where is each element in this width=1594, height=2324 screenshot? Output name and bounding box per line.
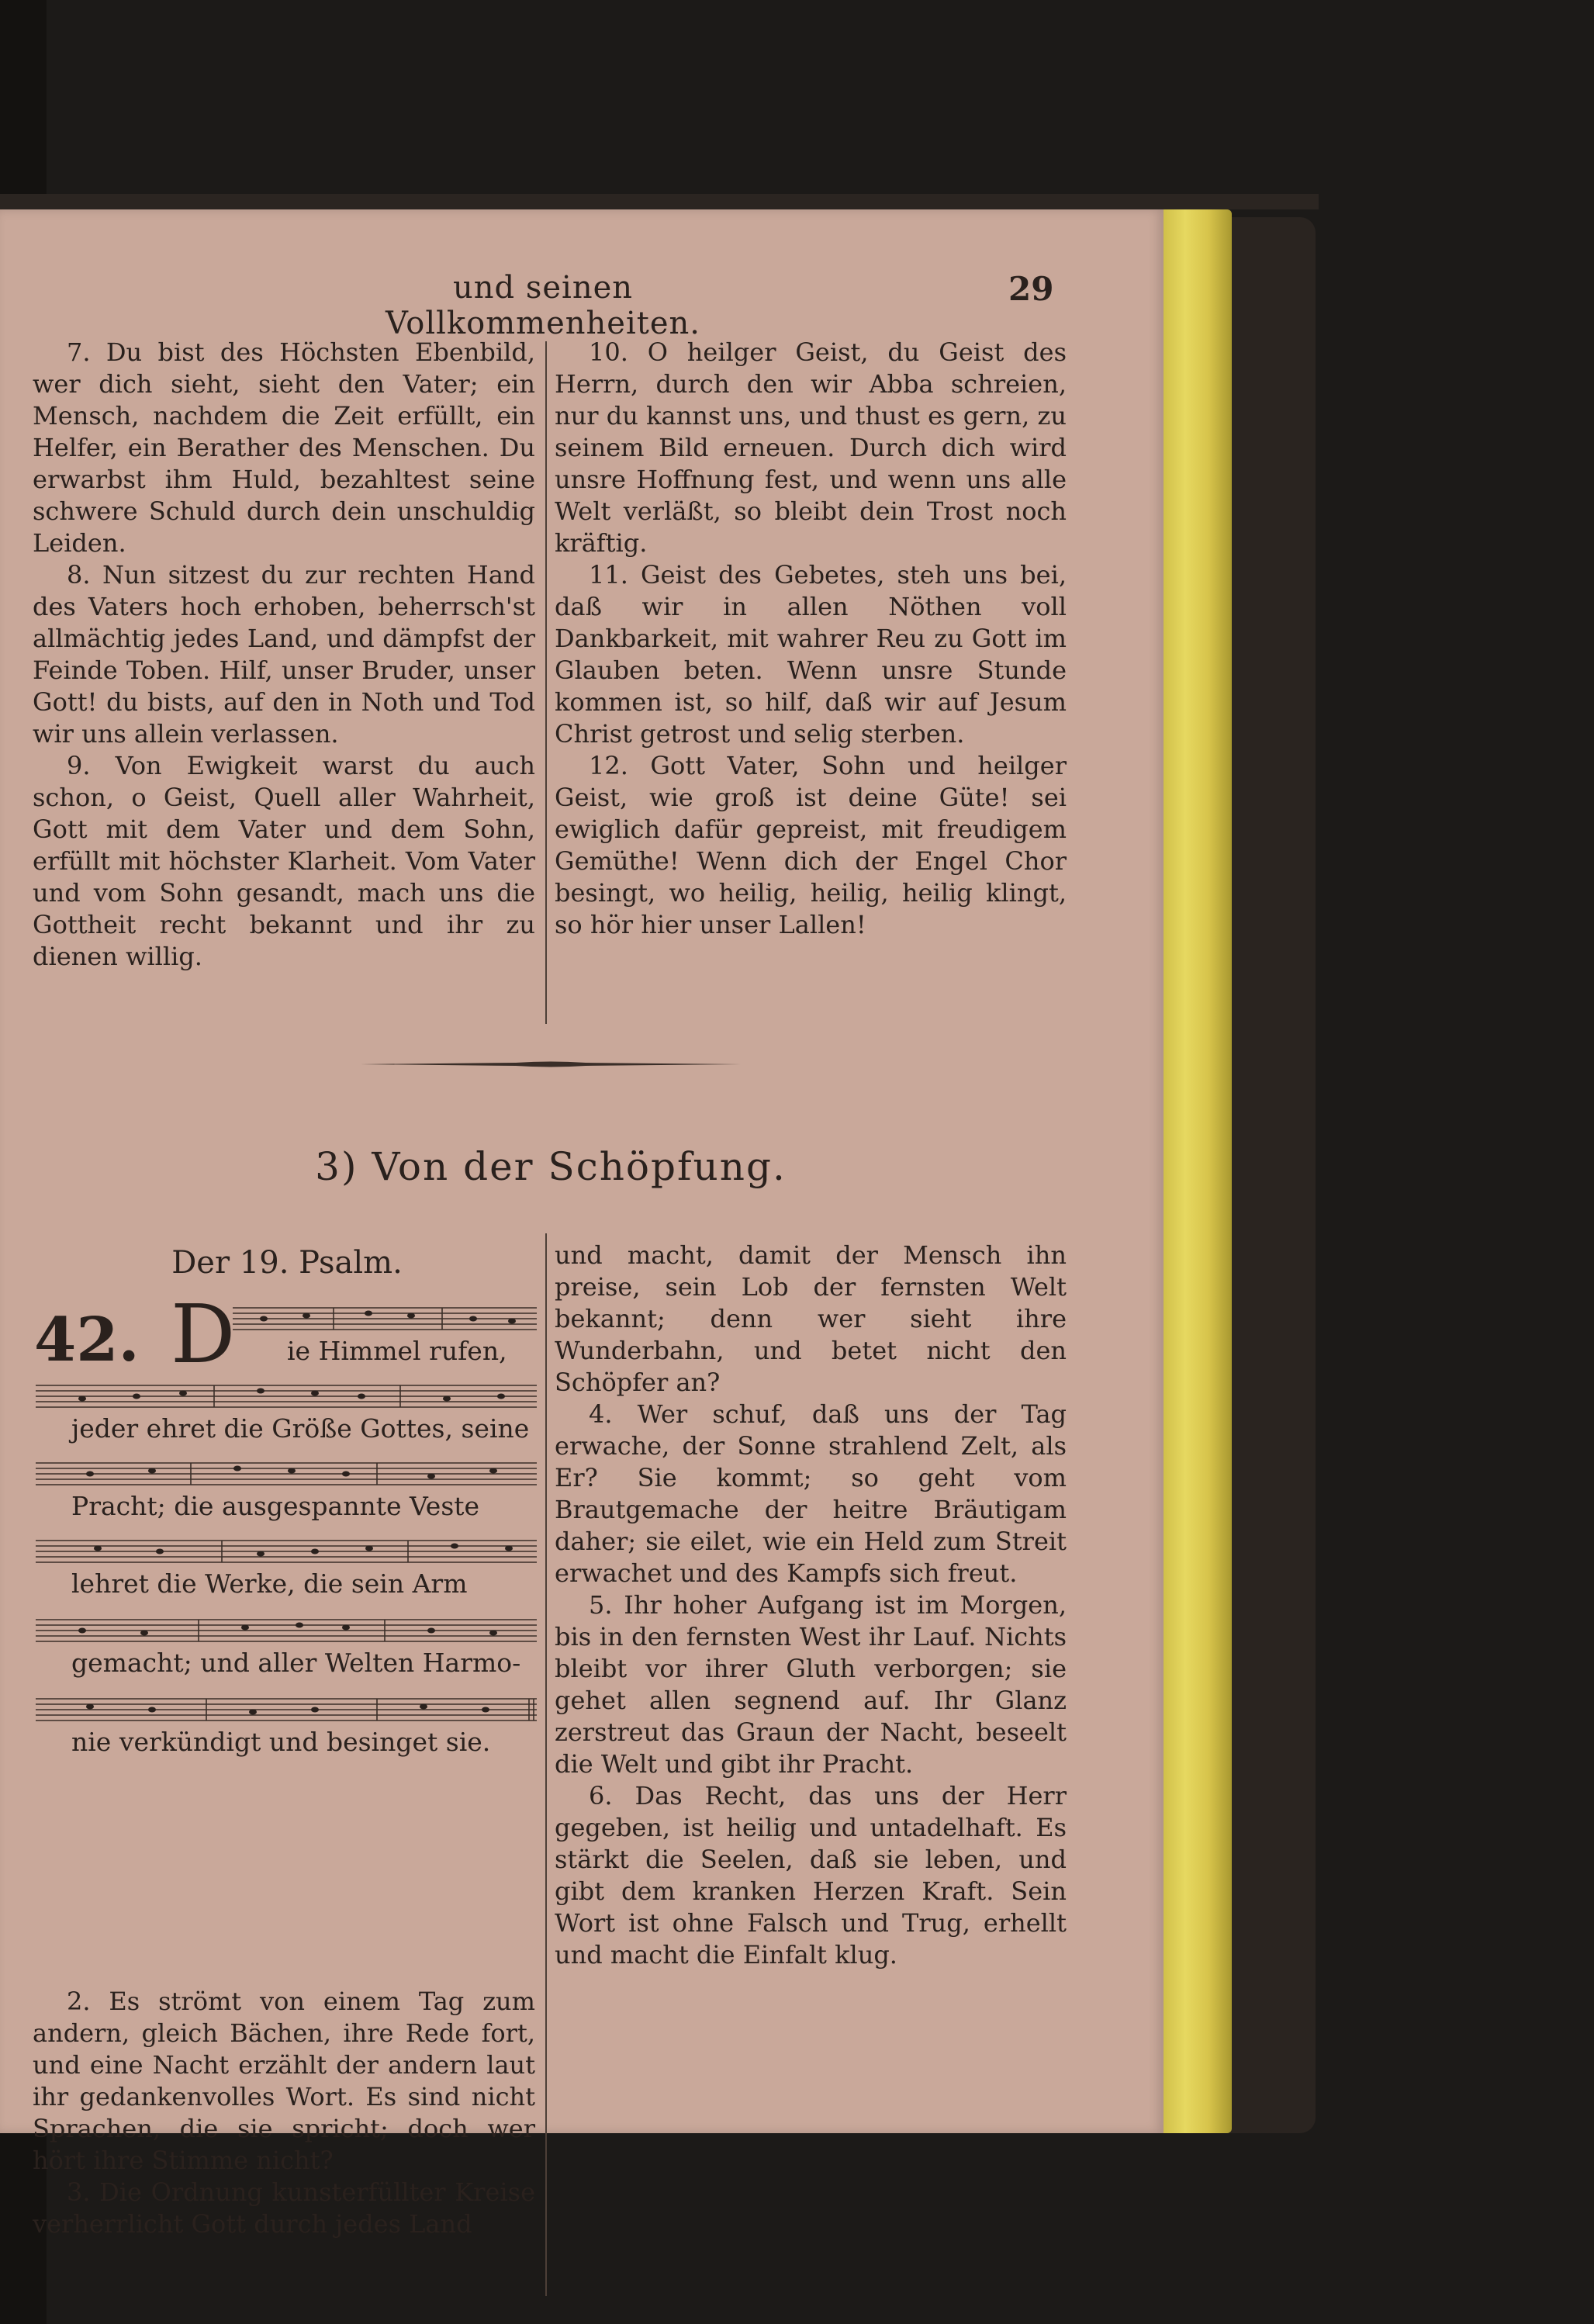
music-staff-4 bbox=[36, 1537, 537, 1565]
psalm-title: Der 19. Psalm. bbox=[171, 1245, 403, 1281]
verse-4: 4. Wer schuf, daß uns der Tag erwache, der Sonne strahlend Zelt, als Er? Sie kommt; so geht vom Brautgemache der heitre Bräutigam daher; sie eilet, wie ein Held zum Streit erwachet und des Kampfs sich freut. bbox=[555, 1399, 1067, 1588]
verse-9: 9. Von Ewigkeit warst du auch schon, o Geist, Quell aller Wahrheit, Gott mit dem Vater und dem Sohn, erfüllt mit höchster Klarheit. Vom Vater und vom Sohn gesandt, mach uns die Gottheit recht bekannt und ihr zu dienen willig. bbox=[33, 751, 535, 971]
column-top-left bbox=[33, 337, 535, 973]
section-title: 3) Von der Schöpfung. bbox=[315, 1144, 787, 1189]
music-staff-6 bbox=[36, 1696, 537, 1724]
verse-7: 7. Du bist des Höchsten Ebenbild, wer dich sieht, sieht den Vater; ein Mensch, nachdem die Zeit erfüllt, ein Helfer, ein Berather des Menschen. Du erwarbst ihm Huld, bezahltest seine schwere Schuld durch dein unschuldig Leiden. bbox=[33, 337, 535, 558]
verse-12: 12. Gott Vater, Sohn und heilger Geist, wie groß ist deine Güte! sei ewiglich dafür gepreist, mit freudigem Gemüthe! Wenn dich der Engel Chor besingt, wo heilig, heilig, heilig klingt, so hör hier unser Lallen! bbox=[555, 751, 1067, 939]
gilt-page-edge bbox=[1154, 209, 1232, 2133]
lyric-line-4: lehret die Werke, die sein Arm bbox=[71, 1568, 468, 1599]
section-ornament-rule bbox=[361, 1060, 741, 1068]
column-top-right bbox=[555, 337, 1067, 941]
music-staff-1 bbox=[233, 1305, 537, 1333]
book-page bbox=[0, 209, 1164, 2239]
column-divider-bottom bbox=[545, 1233, 547, 2296]
column-bottom-right bbox=[555, 1240, 1067, 1971]
verse-11: 11. Geist des Gebetes, steh uns bei, daß wir in allen Nöthen voll Dankbarkeit, mit wahrer Reu zu Gott im Glauben beten. Wenn unsre Stunde kommen ist, so hilf, daß wir auf Jesum Christ getrost und selig sterben. bbox=[555, 560, 1067, 749]
column-divider-top bbox=[545, 341, 547, 1024]
music-staff-5 bbox=[36, 1617, 537, 1644]
column-bottom-left bbox=[33, 1986, 535, 2240]
running-head: und seinen Vollkommenheiten. bbox=[386, 270, 700, 341]
lyric-line-2: jeder ehret die Größe Gottes, seine bbox=[71, 1413, 530, 1444]
book-cover-edge bbox=[1230, 217, 1316, 2133]
verse-2: 2. Es strömt von einem Tag zum andern, gleich Bächen, ihre Rede fort, und eine Nacht erzählt der andern laut ihr gedankenvolles Wort. Es sind nicht Sprachen, die sie spricht; doch wer hört ihre Stimme nicht? bbox=[33, 1987, 535, 2175]
lyric-line-6: nie verkündigt und besinget sie. bbox=[71, 1727, 491, 1757]
lyric-line-1: ie Himmel rufen, bbox=[287, 1336, 507, 1366]
lyric-line-3: Pracht; die ausgespannte Veste bbox=[71, 1491, 480, 1521]
hymn-number: 42. bbox=[34, 1305, 140, 1375]
page-number: 29 bbox=[1008, 270, 1054, 308]
verse-6: 6. Das Recht, das uns der Herr gegeben, ist heilig und untadelhaft. Es stärkt die Seelen, daß sie leben, und gibt dem kranken Herzen Kraft. Sein Wort ist ohne Falsch und Trug, erhellt und macht die Einfalt klug. bbox=[555, 1781, 1067, 1970]
verse-3-continued: und macht, damit der Mensch ihn preise, sein Lob der fernsten Welt bekannt; denn wer sieht ihre Wunderbahn, und betet nicht den Schöpfer an? bbox=[555, 1240, 1067, 1397]
music-staff-3 bbox=[36, 1460, 537, 1488]
verse-10: 10. O heilger Geist, du Geist des Herrn, durch den wir Abba schreien, nur du kannst uns, und thust es gern, zu seinem Bild erneuen. Durch dich wird unsre Hoffnung fest, und wenn uns alle Welt verläßt, so bleibt dein Trost noch kräftig. bbox=[555, 337, 1067, 558]
verse-5: 5. Ihr hoher Aufgang ist im Morgen, bis in den fernsten West ihr Lauf. Nichts bleibt vor ihrer Gluth verborgen; sie gehet allen segnend auf. Ihr Glanz zerstreut das Graun der Nacht, beseelt die Welt und gibt ihr Pracht. bbox=[555, 1590, 1067, 1779]
verse-3: 3. Die Ordnung kunsterfüllter Kreise verherrlicht Gott durch jedes Land bbox=[33, 2177, 535, 2239]
drop-cap: D bbox=[171, 1287, 236, 1382]
lyric-line-5: gemacht; und aller Welten Harmo- bbox=[71, 1648, 521, 1678]
book-cover-top-edge bbox=[0, 194, 1319, 209]
verse-8: 8. Nun sitzest du zur rechten Hand des Vaters hoch erhoben, beherrsch'st allmächtig jedes Land, und dämpfst der Feinde Toben. Hilf, unser Bruder, unser Gott! du bists, auf den in Noth und Tod wir uns allein verlassen. bbox=[33, 560, 535, 749]
music-staff-2 bbox=[36, 1382, 537, 1410]
